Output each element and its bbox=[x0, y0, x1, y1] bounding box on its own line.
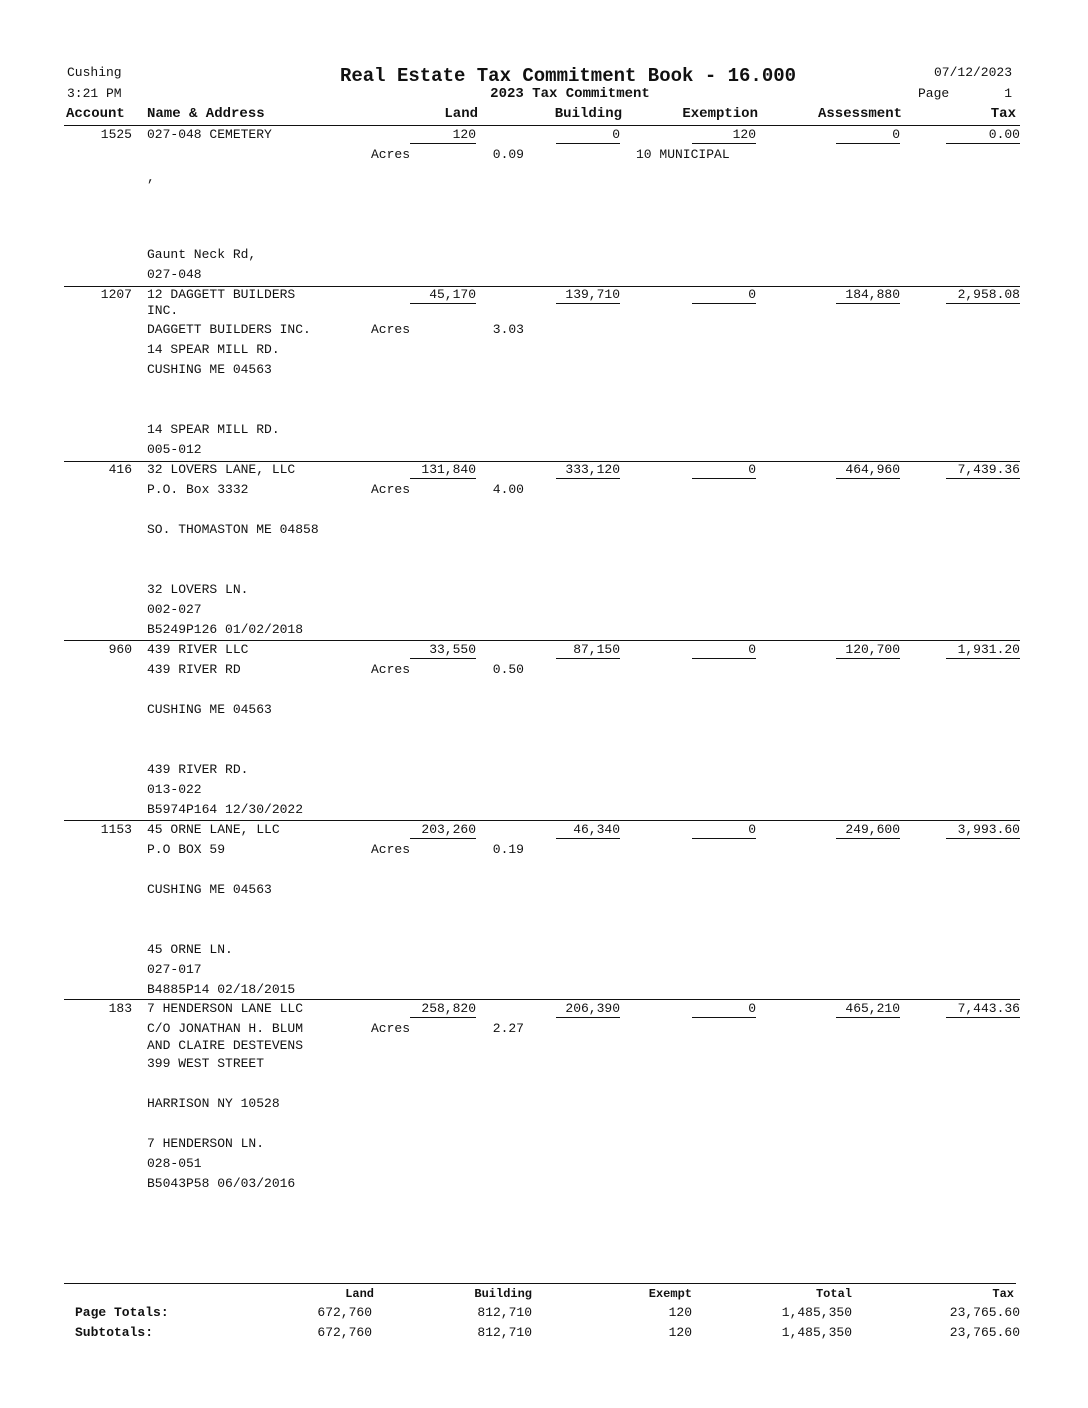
record-tax: 7,443.36 bbox=[957, 1001, 1020, 1016]
record-acres: 3.03 bbox=[492, 322, 524, 337]
record-acres-label: Acres bbox=[371, 1021, 411, 1036]
page-totals-label: Page Totals: bbox=[75, 1305, 169, 1320]
record-assessment: 184,880 bbox=[845, 287, 900, 302]
record-address-line: CUSHING ME 04563 bbox=[147, 702, 272, 717]
col-header-name: Name & Address bbox=[147, 106, 265, 122]
page-totals-tax: 23,765.60 bbox=[949, 1305, 1020, 1320]
record-building: 87,150 bbox=[573, 642, 620, 657]
record-account: 960 bbox=[108, 642, 132, 657]
record-map-lot: 013-022 bbox=[147, 782, 202, 797]
record-acres-label: Acres bbox=[371, 147, 411, 162]
record-divider bbox=[64, 820, 1020, 821]
totals-header-building: Building bbox=[474, 1287, 532, 1301]
record-name: 7 HENDERSON LANE LLC bbox=[147, 1001, 304, 1016]
record-map-lot: 027-017 bbox=[147, 962, 202, 977]
record-assessment: 249,600 bbox=[845, 822, 900, 837]
record-assessment: 120,700 bbox=[845, 642, 900, 657]
subtotals-land: 672,760 bbox=[317, 1325, 372, 1340]
record-name: 45 ORNE LANE, LLC bbox=[147, 822, 280, 837]
page-totals-exempt: 120 bbox=[668, 1305, 692, 1320]
record-address-line: C/O JONATHAN H. BLUM bbox=[147, 1021, 304, 1036]
record-acres: 2.27 bbox=[492, 1021, 524, 1036]
col-header-account: Account bbox=[66, 106, 125, 122]
page-number: 1 bbox=[1004, 86, 1012, 101]
record-location: 32 LOVERS LN. bbox=[147, 582, 249, 597]
record-address-line: 14 SPEAR MILL RD. bbox=[147, 342, 280, 357]
town-name: Cushing bbox=[67, 65, 122, 80]
record-building: 333,120 bbox=[565, 462, 620, 477]
subtotals-building: 812,710 bbox=[477, 1325, 532, 1340]
record-land: 45,170 bbox=[429, 287, 476, 302]
record-map-lot: 028-051 bbox=[147, 1156, 202, 1171]
record-address-line: , bbox=[147, 170, 155, 185]
col-header-building: Building bbox=[554, 106, 622, 122]
subtotals-exempt: 120 bbox=[668, 1325, 692, 1340]
record-acres: 0.09 bbox=[492, 147, 524, 162]
record-building: 206,390 bbox=[565, 1001, 620, 1016]
record-tax: 2,958.08 bbox=[957, 287, 1020, 302]
record-map-lot: 002-027 bbox=[147, 602, 202, 617]
col-header-assessment: Assessment bbox=[817, 106, 902, 122]
record-acres: 0.19 bbox=[492, 842, 524, 857]
record-divider bbox=[64, 640, 1020, 641]
record-land: 33,550 bbox=[429, 642, 476, 657]
page-subtitle: 2023 Tax Commitment bbox=[490, 86, 650, 102]
record-address-line: CUSHING ME 04563 bbox=[147, 362, 272, 377]
col-header-exemption: Exemption bbox=[682, 106, 758, 122]
totals-divider bbox=[64, 1283, 1016, 1284]
record-land: 131,840 bbox=[421, 462, 476, 477]
record-account: 1207 bbox=[100, 287, 132, 302]
record-address-line: HARRISON NY 10528 bbox=[147, 1096, 280, 1111]
record-land: 203,260 bbox=[421, 822, 476, 837]
record-tax: 7,439.36 bbox=[957, 462, 1020, 477]
record-exemption: 0 bbox=[748, 642, 756, 657]
record-name-continued: INC. bbox=[147, 303, 179, 318]
record-location: 7 HENDERSON LN. bbox=[147, 1136, 265, 1151]
record-book-page: B5974P164 12/30/2022 bbox=[147, 802, 304, 817]
record-acres: 0.50 bbox=[492, 662, 524, 677]
record-divider bbox=[64, 125, 1020, 126]
record-map-lot: 005-012 bbox=[147, 442, 202, 457]
record-tax: 0.00 bbox=[988, 127, 1020, 142]
record-book-page: B5249P126 01/02/2018 bbox=[147, 622, 304, 637]
subtotals-label: Subtotals: bbox=[75, 1325, 154, 1340]
record-land: 258,820 bbox=[421, 1001, 476, 1016]
record-exemption: 120 bbox=[732, 127, 756, 142]
record-name: 439 RIVER LLC bbox=[147, 642, 249, 657]
record-name: 12 DAGGETT BUILDERS bbox=[147, 287, 296, 302]
record-address-line: SO. THOMASTON ME 04858 bbox=[147, 522, 319, 537]
print-time: 3:21 PM bbox=[67, 86, 122, 101]
record-address-line: CUSHING ME 04563 bbox=[147, 882, 272, 897]
record-name: 32 LOVERS LANE, LLC bbox=[147, 462, 296, 477]
col-header-land: Land bbox=[444, 106, 478, 122]
record-address-line: P.O. Box 3332 bbox=[147, 482, 249, 497]
page-totals-building: 812,710 bbox=[477, 1305, 532, 1320]
record-building: 139,710 bbox=[565, 287, 620, 302]
record-assessment: 465,210 bbox=[845, 1001, 900, 1016]
page-title: Real Estate Tax Commitment Book - 16.000 bbox=[339, 65, 797, 87]
record-exemption-code: 10 MUNICIPAL bbox=[636, 147, 730, 162]
record-location: 439 RIVER RD. bbox=[147, 762, 249, 777]
record-name: 027-048 CEMETERY bbox=[147, 127, 272, 142]
record-book-page: B5043P58 06/03/2016 bbox=[147, 1176, 296, 1191]
record-exemption: 0 bbox=[748, 287, 756, 302]
record-divider bbox=[64, 999, 1020, 1000]
record-exemption: 0 bbox=[748, 822, 756, 837]
record-address-line: P.O BOX 59 bbox=[147, 842, 226, 857]
page-totals-total: 1,485,350 bbox=[781, 1305, 852, 1320]
record-building: 46,340 bbox=[573, 822, 620, 837]
record-assessment: 0 bbox=[892, 127, 900, 142]
record-acres: 4.00 bbox=[492, 482, 524, 497]
record-location: 45 ORNE LN. bbox=[147, 942, 233, 957]
record-building: 0 bbox=[612, 127, 620, 142]
record-account: 416 bbox=[108, 462, 132, 477]
record-account: 1525 bbox=[100, 127, 132, 142]
totals-header-exempt: Exempt bbox=[648, 1287, 692, 1301]
record-tax: 1,931.20 bbox=[957, 642, 1020, 657]
col-header-tax: Tax bbox=[990, 106, 1016, 122]
record-location: Gaunt Neck Rd, bbox=[147, 247, 257, 262]
totals-header-land: Land bbox=[345, 1287, 374, 1301]
record-exemption: 0 bbox=[748, 1001, 756, 1016]
totals-header-total: Total bbox=[815, 1287, 852, 1301]
record-acres-label: Acres bbox=[371, 842, 411, 857]
record-tax: 3,993.60 bbox=[957, 822, 1020, 837]
record-acres-label: Acres bbox=[371, 322, 411, 337]
record-location: 14 SPEAR MILL RD. bbox=[147, 422, 280, 437]
totals-header-tax: Tax bbox=[992, 1287, 1014, 1301]
record-address-line: 439 RIVER RD bbox=[147, 662, 241, 677]
record-account: 1153 bbox=[100, 822, 132, 837]
record-account: 183 bbox=[108, 1001, 132, 1016]
record-acres-label: Acres bbox=[371, 482, 411, 497]
record-exemption: 0 bbox=[748, 462, 756, 477]
record-address-line: 399 WEST STREET bbox=[147, 1056, 265, 1071]
page-label: Page bbox=[918, 86, 950, 101]
record-address-line: AND CLAIRE DESTEVENS bbox=[147, 1038, 304, 1053]
print-date: 07/12/2023 bbox=[933, 65, 1012, 80]
subtotals-tax: 23,765.60 bbox=[949, 1325, 1020, 1340]
record-land: 120 bbox=[452, 127, 476, 142]
record-address-line: DAGGETT BUILDERS INC. bbox=[147, 322, 311, 337]
record-book-page: B4885P14 02/18/2015 bbox=[147, 982, 296, 997]
subtotals-total: 1,485,350 bbox=[781, 1325, 852, 1340]
page-totals-land: 672,760 bbox=[317, 1305, 372, 1320]
record-assessment: 464,960 bbox=[845, 462, 900, 477]
record-acres-label: Acres bbox=[371, 662, 411, 677]
record-map-lot: 027-048 bbox=[147, 267, 202, 282]
